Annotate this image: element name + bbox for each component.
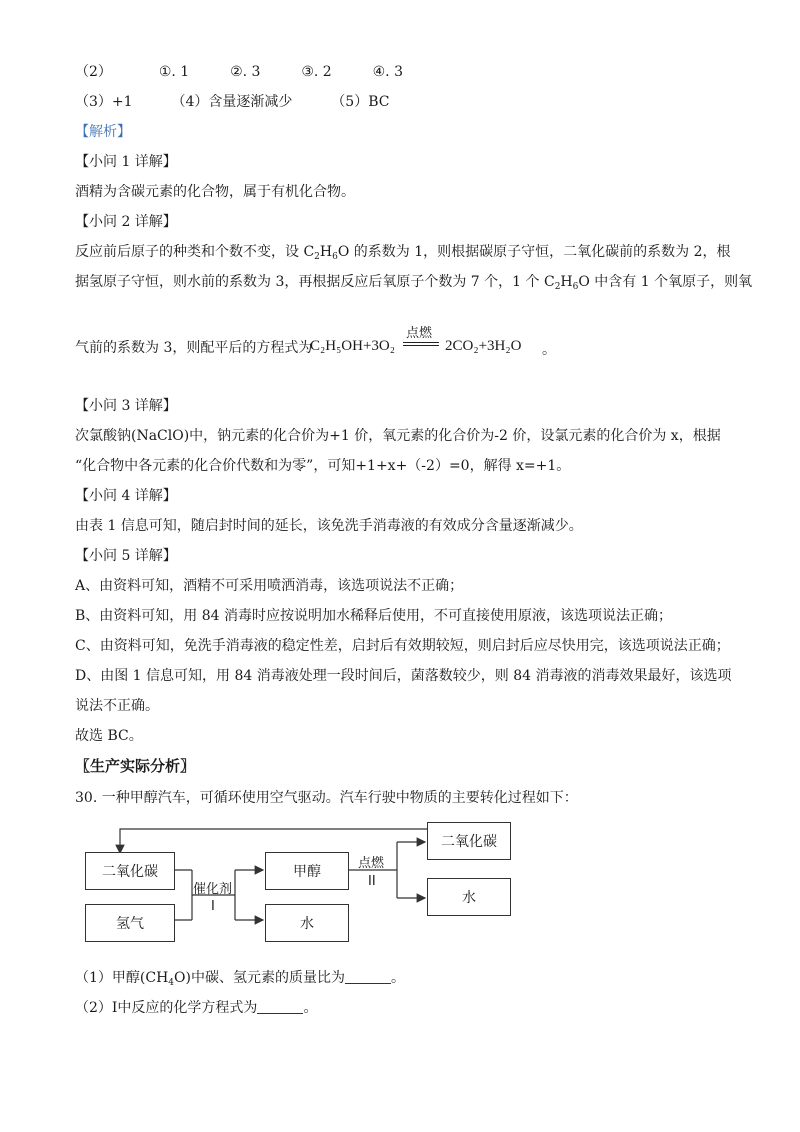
- sub5-option-a: A、由资料可知，酒精不可采用喷洒消毒，该选项说法不正确；: [75, 578, 464, 594]
- equation-right: 2CO₂+3H₂O: [445, 338, 522, 354]
- sub2-line2: 据氢原子守恒，则水前的系数为 3，再根据反应后氧原子个数为 7 个，1 个 $C_2H_6O$ 中含有 1 个氧原子，则氧: [75, 274, 753, 292]
- box-h2: 氢气: [85, 904, 175, 942]
- answer-2-2: ②. 3: [230, 64, 261, 80]
- sub5-option-c: C、由资料可知，免洗手消毒液的稳定性差，启封后有效期较短，则启封后应尽快用完，该选项说法正确；: [75, 638, 730, 654]
- sub5-heading: 【小问 5 详解】: [75, 548, 177, 564]
- sub2-heading: 【小问 2 详解】: [75, 214, 177, 230]
- equation-bar-top: [403, 342, 439, 343]
- sub3-heading: 【小问 3 详解】: [75, 398, 177, 414]
- answer-2-1: ①. 1: [158, 64, 190, 80]
- label-step1: I: [211, 899, 215, 914]
- label-step2: II: [368, 874, 376, 889]
- sub5-option-b: B、由资料可知，用 84 消毒时应按说明加水稀释后使用，不可直接使用原液，该选项说法正确；: [75, 608, 673, 624]
- answer-line-2: [75, 62, 403, 82]
- sub2-line3: 气前的系数为 3，则配平后的方程式为: [75, 340, 313, 356]
- box-methanol: 甲醇: [265, 852, 349, 890]
- sub4-text: 由表 1 信息可知，随启封时间的延长，该免洗手消毒液的有效成分含量逐渐减少。: [75, 518, 583, 534]
- equation-bar-bottom: [403, 345, 439, 346]
- box-water1: 水: [265, 904, 349, 942]
- answer-blank-1[interactable]: [345, 969, 391, 984]
- answer-2-4: ④. 3: [372, 64, 403, 80]
- sub1-heading: 【小问 1 详解】: [75, 154, 177, 170]
- sub5-conclusion: 故选 BC。: [75, 728, 143, 744]
- answer-2-label: （2）: [75, 64, 112, 80]
- feedback-arrow: [120, 829, 427, 853]
- chemical-equation: [310, 322, 540, 362]
- answer-2-3: ③. 2: [301, 64, 332, 80]
- jiexi-heading: 【解析】: [75, 124, 131, 140]
- sub5-option-d-line1: D、由图 1 信息可知，用 84 消毒液处理一段时间后，菌落数较少，则 84 消毒液的消毒效果最好，该选项: [75, 668, 732, 684]
- box-co2-in: 二氧化碳: [85, 852, 175, 890]
- section-title: 〖生产实际分析〗: [75, 757, 196, 775]
- sub3-line1: 次氯酸钠(NaClO)中，钠元素的化合价为+1 价，氧元素的化合价为-2 价，设氯元素的化合价为 x，根据: [75, 428, 721, 444]
- answer-3: （3）+1: [75, 94, 133, 110]
- equation-condition: 点燃: [406, 326, 433, 341]
- sub5-option-d-line2: 说法不正确。: [75, 698, 159, 714]
- box-co2-out: 二氧化碳: [427, 822, 511, 860]
- sub3-line2: “化合物中各元素的化合价代数和为零”，可知+1+x+（-2）=0，解得 x=+1。: [75, 458, 571, 474]
- q30-sub1: （1）甲醇$(CH_4O)$中碳、氢元素的质量比为 。: [75, 970, 405, 988]
- answer-5: （5）BC: [331, 94, 390, 110]
- answer-blank-2[interactable]: [257, 999, 303, 1014]
- sub2-line1: 反应前后原子的种类和个数不变，设 $C_2H_6O$ 的系数为 1，则根据碳原子守恒，二氧化碳前的系数为 2，根: [75, 244, 731, 262]
- q30-stem: 30. 一种甲醇汽车，可循环使用空气驱动。汽车行驶中物质的主要转化过程如下：: [75, 790, 578, 806]
- sub1-text: 酒精为含碳元素的化合物，属于有机化合物。: [75, 184, 355, 200]
- answer-4: （4）含量逐渐减少: [171, 94, 293, 110]
- q30-sub2: （2）I中反应的化学方程式为 。: [75, 1000, 318, 1016]
- process-diagram: [75, 820, 535, 960]
- label-catalyst: 催化剂: [193, 882, 233, 897]
- sub4-heading: 【小问 4 详解】: [75, 488, 177, 504]
- label-ignite: 点燃: [358, 856, 385, 871]
- equation-left: C₂H₅OH+3O₂: [310, 338, 395, 354]
- answer-line-3: [75, 92, 389, 112]
- box-water2: 水: [427, 878, 511, 916]
- sub2-end: 。: [542, 342, 556, 358]
